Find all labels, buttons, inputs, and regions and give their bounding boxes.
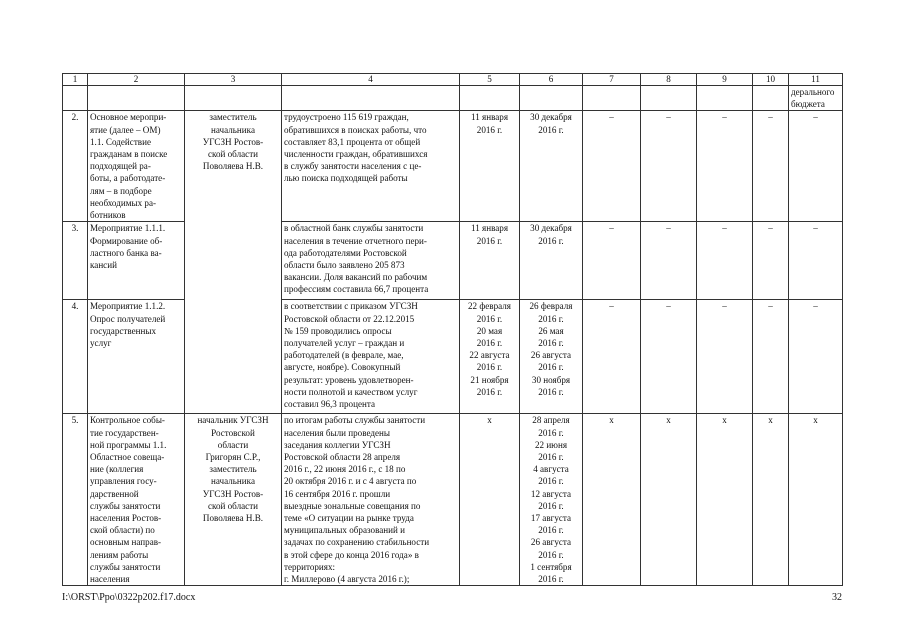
page-number: 32 xyxy=(832,592,842,603)
start-date: 11 января 2016 г. xyxy=(460,111,520,222)
value-cell: – xyxy=(753,300,789,414)
header-cell: 3 xyxy=(185,74,282,86)
table-cell xyxy=(460,86,520,111)
table-cell xyxy=(63,86,88,111)
value-cell: х xyxy=(697,414,753,586)
value-cell: х xyxy=(583,414,641,586)
end-date: 26 февраля 2016 г. 26 мая 2016 г. 26 августа 2016 г. 30 ноября 2016 г. xyxy=(520,300,583,414)
table-row xyxy=(63,300,843,414)
value-cell: х xyxy=(789,414,843,586)
header-cell: 10 xyxy=(753,74,789,86)
funding-continuation-cell: дерального бюджета xyxy=(789,86,843,111)
table-cell xyxy=(697,86,753,111)
result-description: в областной банк службы занятости населения в течение отчетного пери- ода работодателями Ростовской области было заявлено 205 873 вакансии. Доля вакансий по рабочим профессиям составила 66,7 процента xyxy=(282,222,460,300)
value-cell: – xyxy=(753,111,789,222)
row-number: 4. xyxy=(63,300,88,414)
value-cell: – xyxy=(641,300,697,414)
column-number-row xyxy=(63,74,843,86)
value-cell: х xyxy=(641,414,697,586)
file-path: I:\ORST\Ppo\0322p202.f17.docx xyxy=(62,592,196,603)
header-cell: 7 xyxy=(583,74,641,86)
start-date: 11 января 2016 г. xyxy=(460,222,520,300)
header-cell: 5 xyxy=(460,74,520,86)
start-date: 22 февраля 2016 г. 20 мая 2016 г. 22 августа 2016 г. 21 ноября 2016 г. xyxy=(460,300,520,414)
value-cell: – xyxy=(697,222,753,300)
header-cell: 11 xyxy=(789,74,843,86)
value-cell: – xyxy=(697,300,753,414)
value-cell: – xyxy=(697,111,753,222)
value-cell: – xyxy=(641,111,697,222)
report-table xyxy=(62,73,843,586)
value-cell: – xyxy=(789,222,843,300)
table-cell xyxy=(88,86,185,111)
responsible-person: заместитель начальника УГСЗН Ростов- ской области Поволяева Н.В. xyxy=(185,111,282,414)
measure-name: Мероприятие 1.1.1. Формирование об- ластного банка ва- кансий xyxy=(88,222,185,300)
row-number: 5. xyxy=(63,414,88,586)
table-cell xyxy=(185,86,282,111)
table-row xyxy=(63,111,843,222)
end-date: 30 декабря 2016 г. xyxy=(520,111,583,222)
measure-name: Контрольное собы- тие государствен- ной программы 1.1. Областное совеща- ние (коллегия управления госу- дарственной службы занятости населения Ростов- ской области) по основным направ- лениям работы службы занятости населения xyxy=(88,414,185,586)
header-cell: 6 xyxy=(520,74,583,86)
value-cell: – xyxy=(641,222,697,300)
result-description: по итогам работы службы занятости населения были проведены заседания коллегии УГСЗН Ростовской области 28 апреля 2016 г., 22 июня 2016 г., с 18 по 20 октября 2016 г. и с 4 августа по 16 сентября 2016 г. прошли выездные зональные совещания по теме «О ситуации на рынке труда муниципальных образований и задачах по сохранению стабильности в этой сфере до конца 2016 года» в территориях: г. Миллерово (4 августа 2016 г.); xyxy=(282,414,460,586)
header-cell: 1 xyxy=(63,74,88,86)
table-cell xyxy=(753,86,789,111)
header-cell: 2 xyxy=(88,74,185,86)
header-cell: 8 xyxy=(641,74,697,86)
end-date: 28 апреля 2016 г. 22 июня 2016 г. 4 августа 2016 г. 12 августа 2016 г. 17 августа 2016 г. 26 августа 2016 г. 1 сентября 2016 г. xyxy=(520,414,583,586)
value-cell: – xyxy=(753,222,789,300)
table-row-continuation xyxy=(63,86,843,111)
table-cell xyxy=(641,86,697,111)
table-cell xyxy=(583,86,641,111)
result-description: в соответствии с приказом УГСЗН Ростовской области от 22.12.2015 № 159 проводились опросы получателей услуг – граждан и работодателей (в феврале, мае, августе, ноябре). Совокупный результат: уровень удовлетворен- ности полнотой и качеством услуг составил 96,3 процента xyxy=(282,300,460,414)
value-cell: – xyxy=(583,111,641,222)
table-cell xyxy=(520,86,583,111)
row-number: 3. xyxy=(63,222,88,300)
responsible-person: начальник УГСЗН Ростовской области Григорян С.Р., заместитель начальника УГСЗН Ростов- ской области Поволяева Н.В. xyxy=(185,414,282,586)
table-cell xyxy=(282,86,460,111)
value-cell: – xyxy=(583,222,641,300)
value-cell: – xyxy=(583,300,641,414)
table-row xyxy=(63,222,843,300)
header-cell: 4 xyxy=(282,74,460,86)
result-description: трудоустроено 115 619 граждан, обратившихся в поисках работы, что составляет 83,1 процента от общей численности граждан, обратившихся в службу занятости населения с це- лью поиска подходящей работы xyxy=(282,111,460,222)
measure-name: Основное меропри- ятие (далее – ОМ) 1.1. Содействие гражданам в поиске подходящей ра- боты, а работодате- лям – в подборе необходимых ра- ботников xyxy=(88,111,185,222)
header-cell: 9 xyxy=(697,74,753,86)
end-date: 30 декабря 2016 г. xyxy=(520,222,583,300)
start-date: х xyxy=(460,414,520,586)
measure-name: Мероприятие 1.1.2. Опрос получателей государственных услуг xyxy=(88,300,185,414)
value-cell: – xyxy=(789,111,843,222)
table-row xyxy=(63,414,843,586)
row-number: 2. xyxy=(63,111,88,222)
value-cell: х xyxy=(753,414,789,586)
value-cell: – xyxy=(789,300,843,414)
